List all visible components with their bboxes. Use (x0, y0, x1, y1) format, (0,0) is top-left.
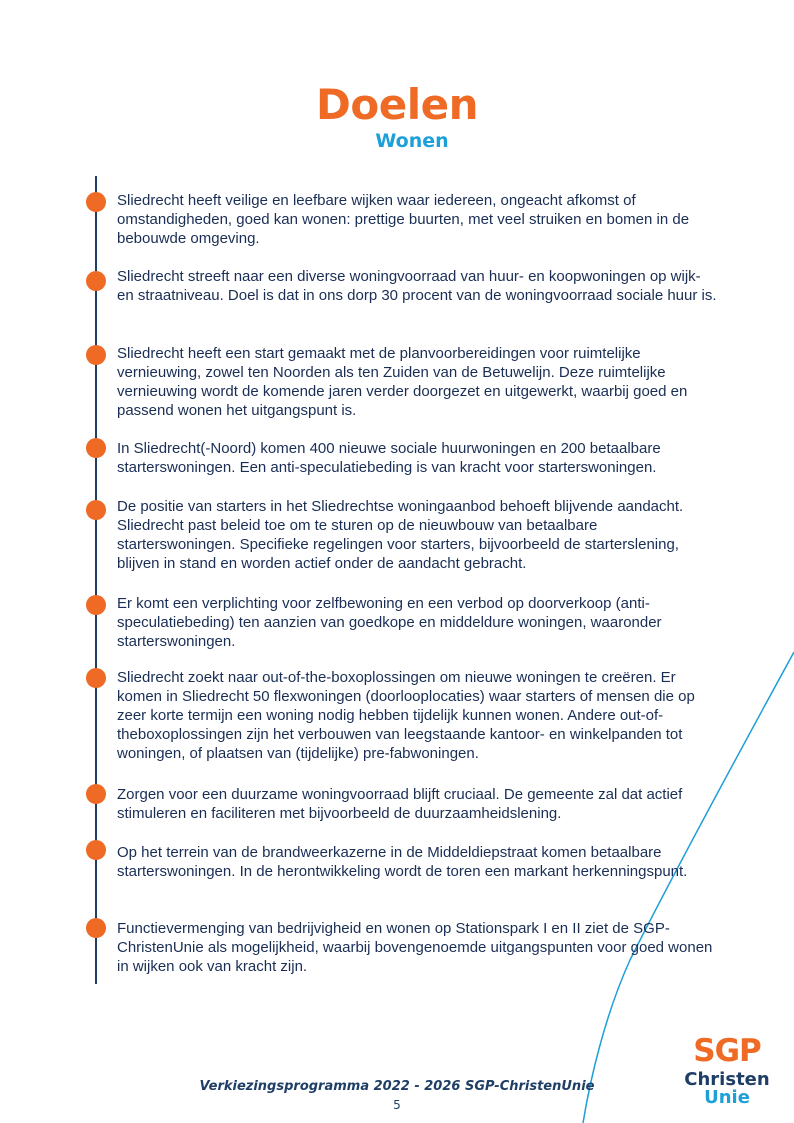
bullet-dot (86, 500, 106, 520)
page-number: 5 (393, 1098, 401, 1112)
page-title: Doelen (316, 80, 478, 129)
bullet-dot (86, 840, 106, 860)
goal-item: Sliedrecht streeft naar een diverse woningvoorraad van huur- en koopwoningen op wijk- en straatniveau. Doel is dat in ons dorp 30 procent van de woningvoorraad sociale huur is. (117, 268, 717, 304)
bullet-dot (86, 271, 106, 291)
goal-item: Op het terrein van de brandweerkazerne in de Middeldiepstraat komen betaalbare starterswoningen. In de herontwikkeling wordt de toren een markant herkenningspunt. (117, 844, 688, 880)
goal-item: De positie van starters in het Sliedrechtse woningaanbod behoeft blijvende aandacht. Sliedrecht past beleid toe om te sturen op de nieuwbouw van betaalbare starterswoningen. Specifieke regelingen voor starters, bijvoorbeeld de starterslening, blijven in stand en worden actief onder de aandacht gebracht. (117, 498, 684, 572)
page-subtitle: Wonen (375, 130, 449, 152)
bullet-dot (86, 784, 106, 804)
logo-christen-text: Christen (684, 1069, 770, 1090)
bullet-dot (86, 438, 106, 458)
bullet-dot (86, 668, 106, 688)
footer-program-title: Verkiezingsprogramma 2022 - 2026 SGP-ChristenUnie (199, 1079, 595, 1094)
goal-item: Sliedrecht zoekt naar out-of-the-boxoplossingen om nieuwe woningen te creëren. Er komen in Sliedrecht 50 flexwoningen (doorlooplocaties) waar starters of mensen die op zeer korte termijn een woning nodig hebben tijdelijk kunnen wonen. Andere out-of-theboxoplossingen zijn het verbouwen van leegstaande kantoor- en winkelpanden tot woningen, of plaatsen van (tijdelijke) pre-fabwoningen. (117, 669, 695, 762)
logo-sgp-text: SGP (693, 1033, 761, 1069)
goal-item: Er komt een verplichting voor zelfbewoning en een verbod op doorverkoop (anti-speculatiebeding) ten aanzien van goedkope en middeldure woningen, waaronder starterswoningen. (117, 595, 662, 650)
goal-item: Zorgen voor een duurzame woningvoorraad blijft cruciaal. De gemeente zal dat actief stimuleren en faciliteren met bijvoorbeeld de duurzaamheidslening. (117, 786, 683, 822)
goal-item: In Sliedrecht(-Noord) komen 400 nieuwe sociale huurwoningen en 200 betaalbare starterswoningen. Een anti-speculatiebeding is van kracht voor starterswoningen. (117, 440, 661, 476)
timeline-line (95, 176, 97, 984)
bullet-dot (86, 345, 106, 365)
goal-item: Sliedrecht heeft veilige en leefbare wijken waar iedereen, ongeacht afkomst of omstandigheden, goed kan wonen: prettige buurten, met veel struiken en bomen in de bebouwde omgeving. (117, 192, 690, 247)
bullet-dot (86, 192, 106, 212)
goal-item: Sliedrecht heeft een start gemaakt met de planvoorbereidingen voor ruimtelijke vernieuwing, zowel ten Noorden als ten Zuiden van de Betuwelijn. Deze ruimtelijke vernieuwing wordt de komende jaren verder doorgezet en uitgewerkt, waarbij goed en passend wonen het uitgangspunt is. (117, 345, 688, 419)
goal-item: Functievermenging van bedrijvigheid en wonen op Stationspark I en II ziet de SGP-ChristenUnie als mogelijkheid, waarbij bovengenoemde uitgangspunten voor goed wonen in wijken ook van kracht zijn. (117, 920, 713, 975)
bullet-dot (86, 595, 106, 615)
logo-unie-text: Unie (704, 1087, 750, 1108)
bullet-dot (86, 918, 106, 938)
sgp-christenunie-logo (682, 1033, 772, 1108)
